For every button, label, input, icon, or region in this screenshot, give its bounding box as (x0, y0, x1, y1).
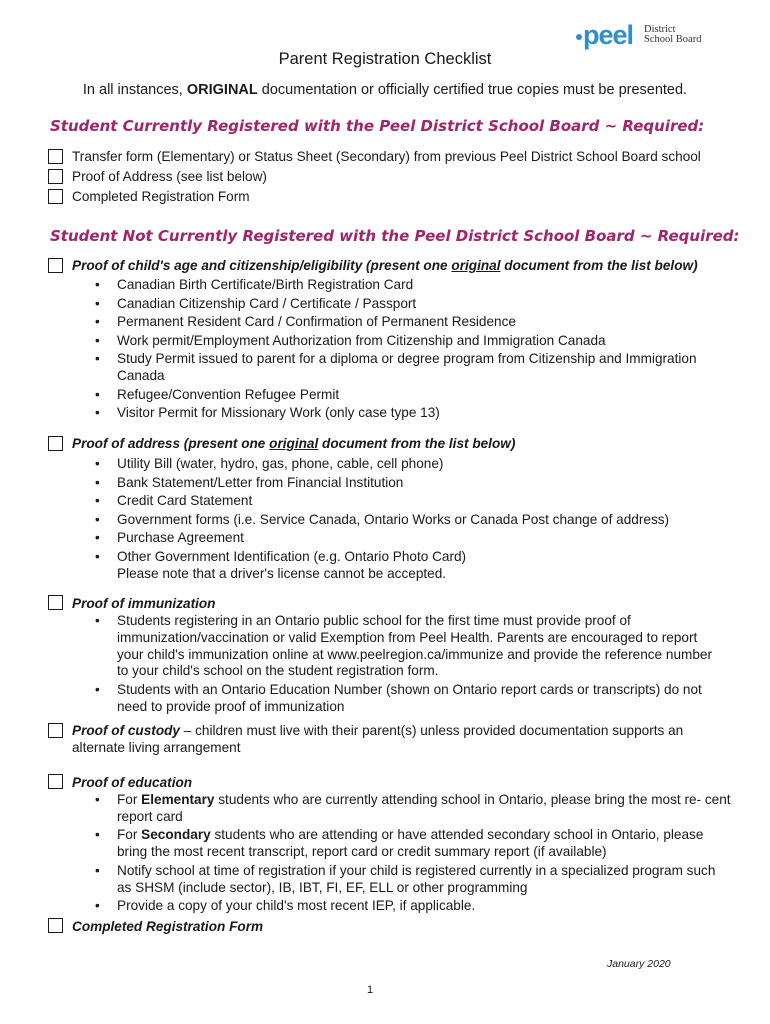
proof-of-address-list (92, 456, 732, 584)
list-item (92, 898, 732, 915)
list-item: • Students with an Ontario Education Number (shown on Ontario report cards or transcripts) do not need to provide proof of immunization (92, 682, 717, 716)
list-item: • Canadian Birth Certificate/Birth Registration Card (92, 277, 732, 294)
drivers-license-note: Please note that a driver's license cannot be accepted. (117, 565, 447, 581)
list-item (92, 827, 732, 861)
intro-prefix: In all instances, (82, 82, 187, 98)
list-item: • Purchase Agreement (92, 530, 732, 547)
completed-registration-form-label: Completed Registration Form (72, 919, 264, 934)
checkbox-completed-registration-form[interactable] (48, 918, 63, 933)
checkbox-registration-form[interactable] (48, 189, 63, 204)
list-item: • Work permit/Employment Authorization from Citizenship and Immigration Canada (92, 333, 732, 350)
proof-of-age-label-original: original (451, 258, 501, 273)
proof-of-age-list (92, 277, 732, 424)
peel-logo (576, 20, 706, 54)
checkbox-transfer-form[interactable] (48, 149, 63, 164)
logo-subtitle (644, 25, 701, 45)
list-item: • Refugee/Convention Refugee Permit (92, 387, 732, 404)
proof-of-immunization-label: Proof of immunization (72, 596, 216, 611)
proof-of-address-label-original: original (269, 436, 319, 451)
logo-dot-icon (576, 34, 582, 40)
checkbox-proof-of-education[interactable] (48, 774, 63, 789)
list-item: • Canadian Citizenship Card / Certificate / Passport (92, 296, 732, 313)
section1-heading: Student Currently Registered with the Peel District School Board ~ Required: (50, 117, 705, 135)
item-post: students who are attending or have attended secondary school in Ontario, please bring the most recent transcript, report card or credit summary report (if available) (117, 827, 704, 860)
list-item (92, 549, 732, 583)
proof-of-age-label-pre: Proof of child's age and citizenship/eligibility (present one (72, 258, 452, 273)
list-item (92, 792, 732, 826)
list-item: • Permanent Resident Card / Confirmation of Permanent Residence (92, 314, 732, 331)
checkbox-proof-of-immunization[interactable] (48, 595, 63, 610)
item-pre: For (117, 827, 142, 843)
proof-of-custody-line2: alternate living arrangement (72, 740, 241, 755)
item-proof-of-address: Proof of Address (see list below) (72, 169, 267, 184)
list-item: • Visitor Permit for Missionary Work (only case type 13) (92, 405, 732, 422)
item-bold: Elementary (141, 792, 215, 807)
checkbox-proof-of-age[interactable] (48, 258, 63, 273)
item-pre: For (117, 792, 142, 807)
list-item: • Bank Statement/Letter from Financial Institution (92, 475, 732, 492)
proof-of-address-label-pre: Proof of address (present one (72, 436, 270, 451)
list-item: • Utility Bill (water, hydro, gas, phone, cable, cell phone) (92, 456, 732, 473)
proof-of-address-label-post: document from the list below) (318, 436, 516, 451)
section2-heading: Student Not Currently Registered with the Peel District School Board ~ Required: (50, 227, 740, 245)
intro-suffix: documentation or officially certified true copies must be presented. (257, 82, 688, 98)
proof-of-education-list (92, 792, 732, 917)
proof-of-age-label-post: document from the list below) (500, 258, 698, 273)
proof-of-custody-label: Proof of custody (72, 723, 180, 738)
list-item: • Government forms (i.e. Service Canada, Ontario Works or Canada Post change of address) (92, 512, 732, 529)
proof-of-immunization-list (92, 613, 717, 717)
page-number: 1 (366, 984, 374, 996)
list-item: • Credit Card Statement (92, 493, 732, 510)
proof-of-custody-line1: – children must live with their parent(s) unless provided documentation supports an (180, 723, 684, 738)
logo-wordmark: peel (583, 20, 634, 50)
checkbox-proof-of-custody[interactable] (48, 723, 63, 738)
logo-line2: School Board (644, 34, 702, 45)
item-bold: Secondary (141, 827, 211, 843)
page-title: Parent Registration Checklist (278, 50, 492, 68)
proof-of-address-label (72, 435, 515, 452)
intro-text (0, 82, 770, 98)
list-item: • Study Permit issued to parent for a diploma or degree program from Citizenship and Immigration Canada (92, 351, 707, 385)
item-post: students who are currently attending school in Ontario, please bring the most re- cent report card (117, 792, 731, 824)
proof-of-custody-text (72, 722, 683, 756)
other-id-text: Other Government Identification (e.g. Ontario Photo Card) (117, 548, 467, 564)
checkbox-proof-of-address-2[interactable] (48, 436, 63, 451)
item-transfer-form: Transfer form (Elementary) or Status Sheet (Secondary) from previous Peel District School Board school (72, 149, 701, 164)
document-date: January 2020 (607, 958, 671, 970)
intro-emphasis: ORIGINAL (186, 82, 258, 98)
list-item (92, 863, 732, 897)
proof-of-age-label (72, 257, 698, 274)
logo-line1: District (644, 24, 676, 35)
item-post: Provide a copy of your child's most recent IEP, if applicable. (117, 898, 476, 914)
proof-of-education-label: Proof of education (72, 775, 193, 790)
item-post: Notify school at time of registration if your child is registered currently in a specialized program such as SHSM (include sector), IB, IBT, FI, EF, ELL or other programming (117, 862, 716, 895)
list-item: • Students registering in an Ontario public school for the first time must provide proof of immunization/vaccination or valid Exemption from Peel Health. Parents are encouraged to report your child's immunization online at www.peelregion.ca/immunize and provide the reference number to your child's school on the student registration form. (92, 613, 717, 680)
checkbox-proof-of-address[interactable] (48, 169, 63, 184)
item-registration-form: Completed Registration Form (72, 189, 250, 204)
